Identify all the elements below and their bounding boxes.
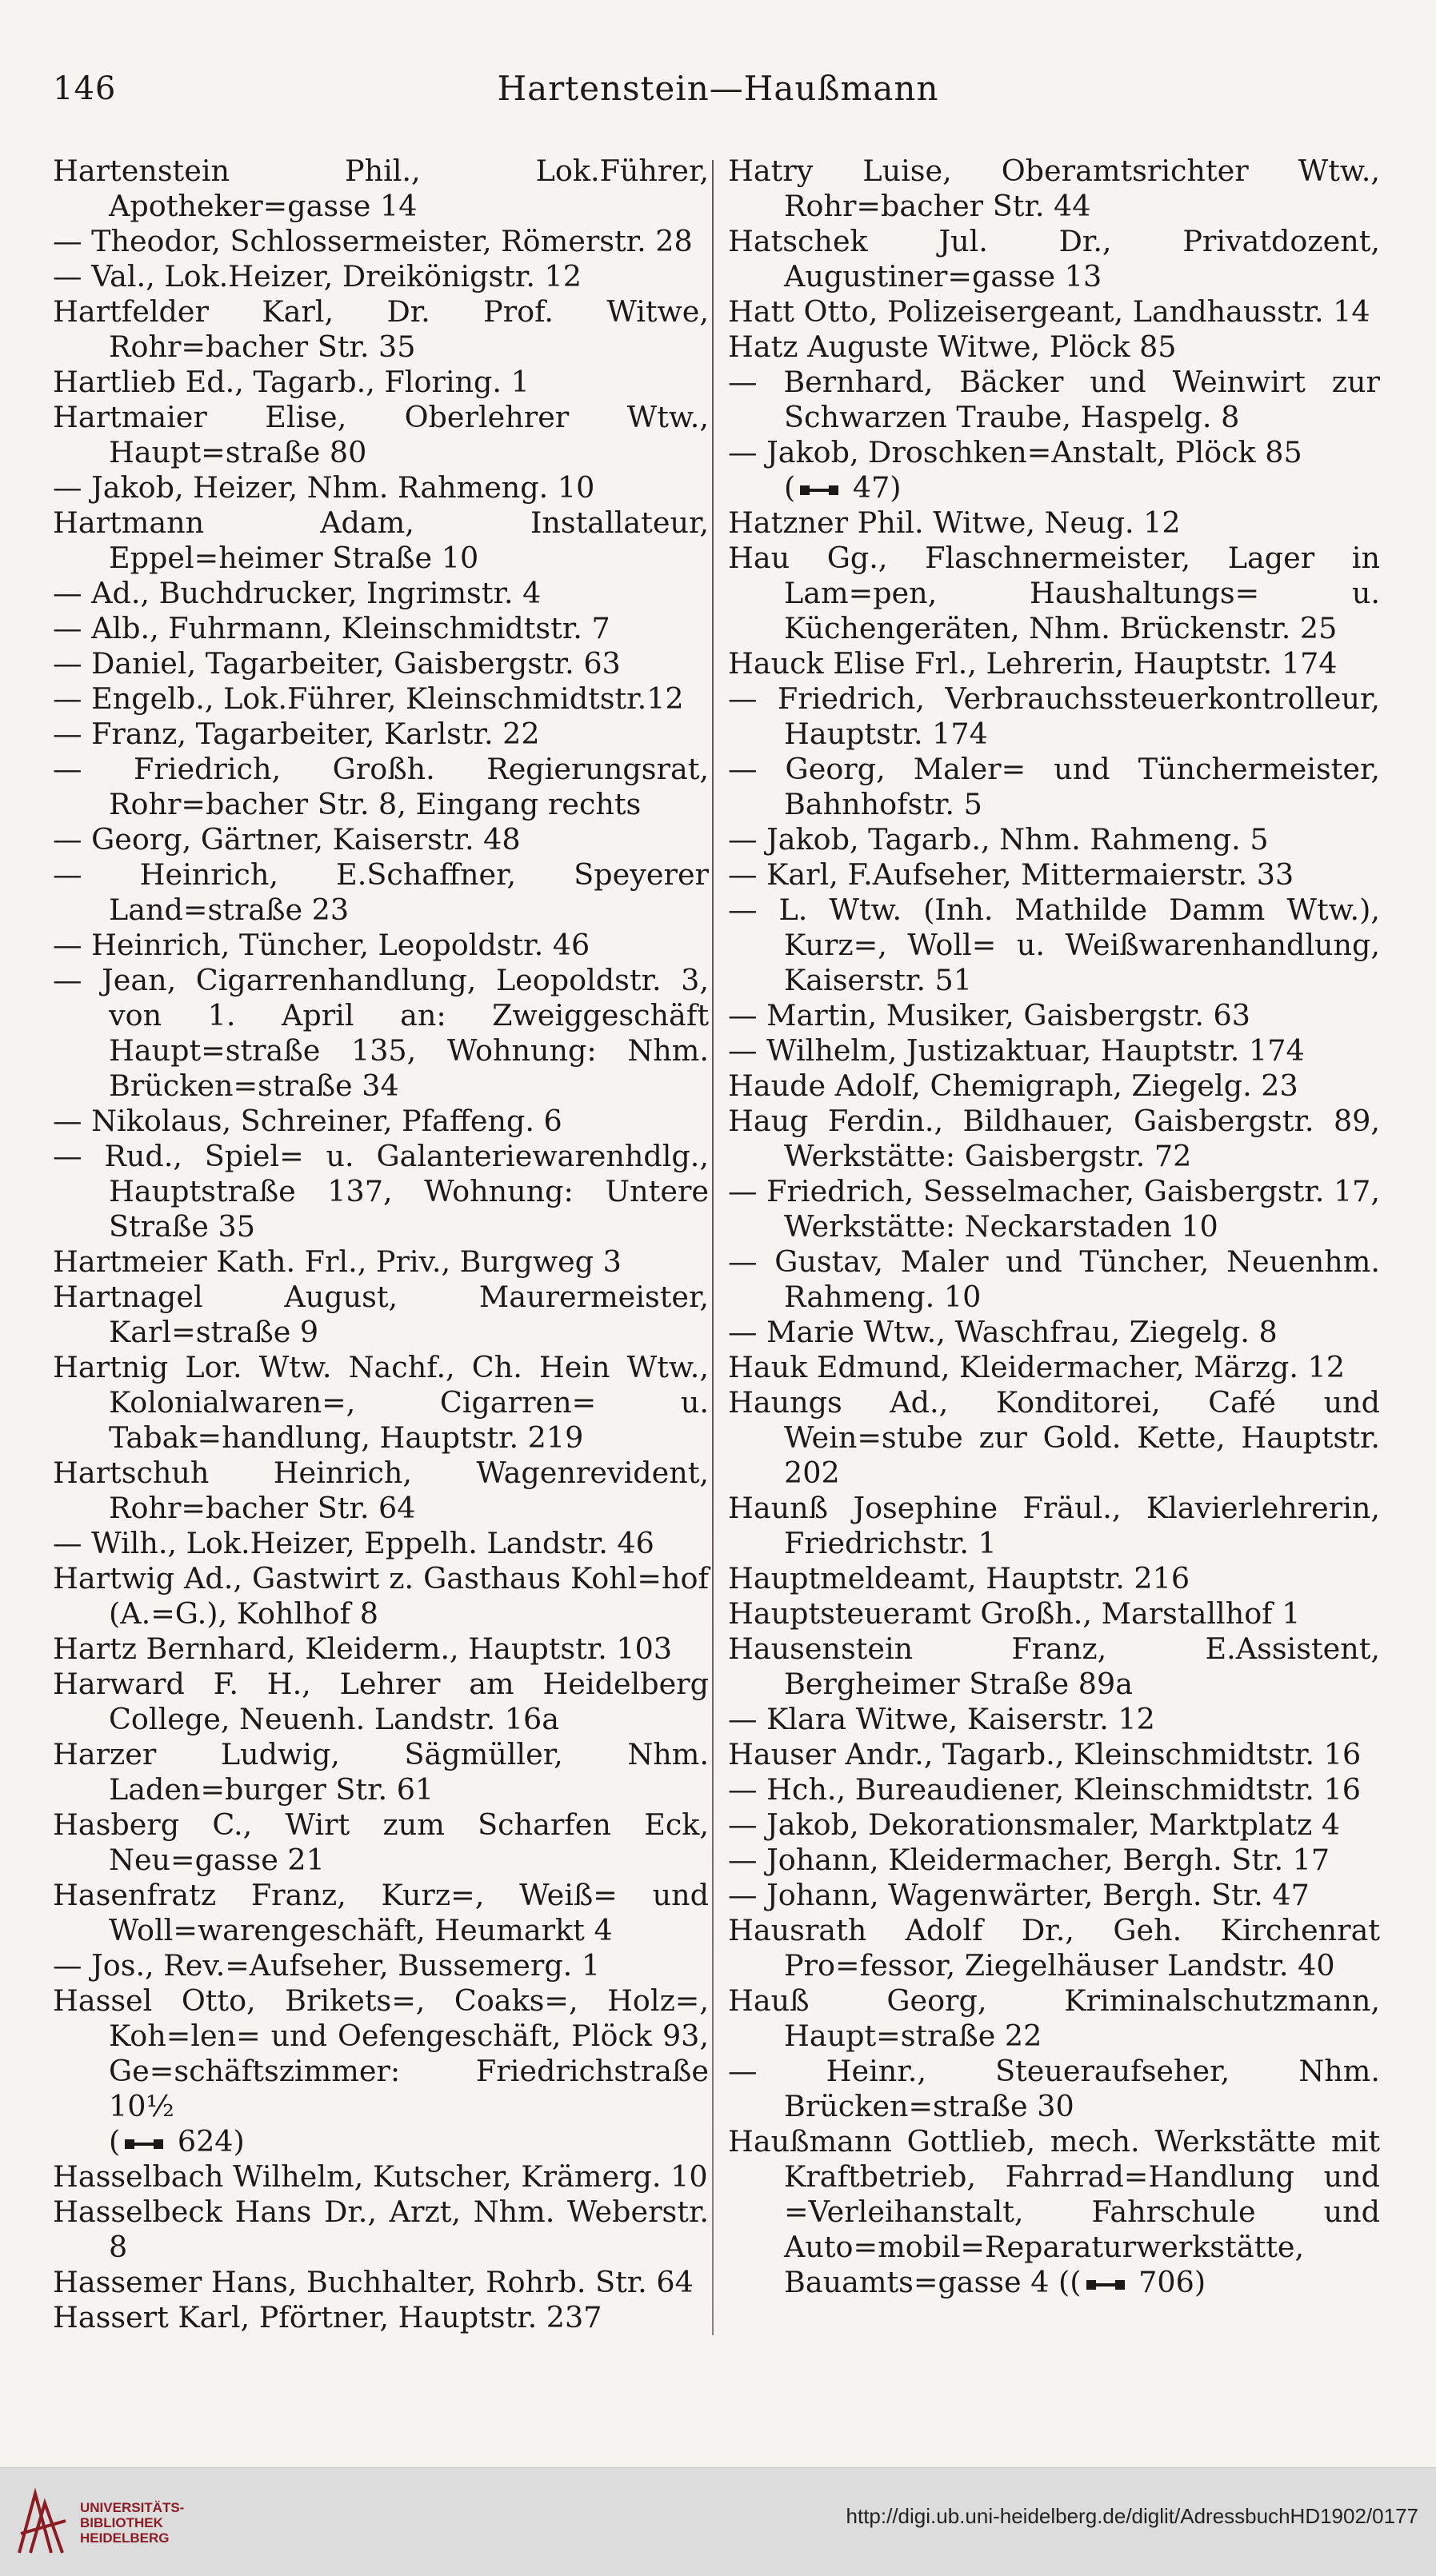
directory-entry: Hartenstein Phil., Lok.Führer, Apotheker=gasse 14 xyxy=(53,154,709,223)
library-logo-icon xyxy=(14,2486,72,2558)
directory-entry: Hartwig Ad., Gastwirt z. Gasthaus Kohl=hof (A.=G.), Kohlhof 8 xyxy=(53,1561,709,1631)
directory-entry: — Johann, Kleidermacher, Bergh. Str. 17 xyxy=(728,1843,1330,1877)
directory-entry: — Jean, Cigarrenhandlung, Leopoldstr. 3, von 1. April an: Zweiggeschäft Haupt=straße 135, Wohnung: Nhm. Brücken=straße 34 xyxy=(53,963,709,1103)
directory-entry: — Hch., Bureaudiener, Kleinschmidtstr. 16 xyxy=(728,1772,1361,1807)
directory-entry: Hau Gg., Flaschnermeister, Lager in Lam=pen, Haushaltungs= u. Küchengeräten, Nhm. Brückenstr. 25 xyxy=(728,541,1380,645)
directory-entry: Haungs Ad., Konditorei, Café und Wein=stube zur Gold. Kette, Hauptstr. 202 xyxy=(728,1385,1380,1490)
right-column xyxy=(728,154,1380,2300)
directory-entry: Hauk Edmund, Kleidermacher, Märzg. 12 xyxy=(728,1350,1346,1384)
directory-entry: — Theodor, Schlossermeister, Römerstr. 28 xyxy=(53,224,693,258)
directory-entry: — Jakob, Droschken=Anstalt, Plöck 85 xyxy=(728,435,1302,469)
directory-entry: Haude Adolf, Chemigraph, Ziegelg. 23 xyxy=(728,1068,1298,1103)
directory-entry: — L. Wtw. (Inh. Mathilde Damm Wtw.), Kurz=, Woll= u. Weißwarenhandlung, Kaiserstr. 51 xyxy=(728,893,1380,997)
directory-entry: — Daniel, Tagarbeiter, Gaisbergstr. 63 xyxy=(53,646,621,681)
directory-entry: ( 624) xyxy=(109,2124,245,2159)
directory-entry: — Nikolaus, Schreiner, Pfaffeng. 6 xyxy=(53,1104,562,1138)
directory-entry: Hartnig Lor. Wtw. Nachf., Ch. Hein Wtw., Kolonialwaren=, Cigarren= u. Tabak=handlung, Hauptstr. 219 xyxy=(53,1350,709,1455)
directory-entry: — Jakob, Dekorationsmaler, Marktplatz 4 xyxy=(728,1807,1341,1842)
directory-entry: — Heinr., Steueraufseher, Nhm. Brücken=straße 30 xyxy=(728,2054,1380,2123)
directory-entry: Hausenstein Franz, E.Assistent, Bergheimer Straße 89a xyxy=(728,1631,1380,1701)
directory-entry: — Alb., Fuhrmann, Kleinschmidtstr. 7 xyxy=(53,611,610,645)
telephone-receiver-icon xyxy=(798,482,840,498)
library-name-line: BIBLIOTHEK xyxy=(80,2515,163,2530)
directory-entry: — Ad., Buchdrucker, Ingrimstr. 4 xyxy=(53,576,542,610)
directory-entry: — Jakob, Tagarb., Nhm. Rahmeng. 5 xyxy=(728,822,1269,857)
directory-entry: Hauß Georg, Kriminalschutzmann, Haupt=straße 22 xyxy=(728,1983,1380,2053)
directory-entry: Hartnagel August, Maurermeister, Karl=straße 9 xyxy=(53,1280,709,1349)
directory-entry: — Jakob, Heizer, Nhm. Rahmeng. 10 xyxy=(53,470,595,505)
directory-entry: Hauptmeldeamt, Hauptstr. 216 xyxy=(728,1561,1190,1596)
directory-entry: Hartfelder Karl, Dr. Prof. Witwe, Rohr=bacher Str. 35 xyxy=(53,294,709,364)
library-name-line: UNIVERSITÄTS- xyxy=(80,2500,185,2515)
left-column xyxy=(53,154,709,2335)
directory-entry: ( 47) xyxy=(784,470,902,505)
directory-entry: Hassemer Hans, Buchhalter, Rohrb. Str. 64 xyxy=(53,2265,694,2299)
directory-entry: Haug Ferdin., Bildhauer, Gaisbergstr. 89, Werkstätte: Gaisbergstr. 72 xyxy=(728,1104,1380,1173)
directory-entry: — Wilhelm, Justizaktuar, Hauptstr. 174 xyxy=(728,1033,1305,1068)
directory-entry: — Gustav, Maler und Tüncher, Neuenhm. Rahmeng. 10 xyxy=(728,1244,1380,1314)
directory-entry: — Val., Lok.Heizer, Dreikönigstr. 12 xyxy=(53,259,582,294)
library-name-line: HEIDELBERG xyxy=(80,2530,170,2546)
directory-entry: Hatz Auguste Witwe, Plöck 85 xyxy=(728,329,1177,364)
directory-entry: Hartz Bernhard, Kleiderm., Hauptstr. 103 xyxy=(53,1631,673,1666)
directory-entry: Hassel Otto, Brikets=, Coaks=, Holz=, Koh=len= und Oefengeschäft, Plöck 93, Ge=schäftszimmer: Friedrichstraße 10½ xyxy=(53,1983,709,2123)
directory-entry: — Friedrich, Großh. Regierungsrat, Rohr=bacher Str. 8, Eingang rechts xyxy=(53,752,709,821)
directory-entry: — Rud., Spiel= u. Galanteriewarenhdlg., Hauptstraße 137, Wohnung: Untere Straße 35 xyxy=(53,1139,709,1244)
directory-entry: Haußmann Gottlieb, mech. Werkstätte mit Kraftbetrieb, Fahrrad=Handlung und =Verleihanstalt, Fahrschule und Auto=mobil=Reparaturwerkstätte, Bauamts=gasse 4 (( 706) xyxy=(728,2124,1380,2299)
column-divider xyxy=(712,160,714,2335)
telephone-receiver-icon xyxy=(123,2136,165,2152)
directory-entry: Hartmann Adam, Installateur, Eppel=heimer Straße 10 xyxy=(53,505,709,575)
telephone-receiver-icon xyxy=(1085,2277,1126,2293)
directory-entry: Hasselbeck Hans Dr., Arzt, Nhm. Weberstr. 8 xyxy=(53,2195,709,2264)
directory-entry: Hasenfratz Franz, Kurz=, Weiß= und Woll=warengeschäft, Heumarkt 4 xyxy=(53,1878,709,1947)
footer-bar xyxy=(0,2467,1436,2576)
directory-entry: Hauser Andr., Tagarb., Kleinschmidtstr. 16 xyxy=(728,1737,1362,1771)
directory-entry: Hatry Luise, Oberamtsrichter Wtw., Rohr=bacher Str. 44 xyxy=(728,154,1380,223)
directory-entry: — Georg, Maler= und Tünchermeister, Bahnhofstr. 5 xyxy=(728,752,1380,821)
directory-entry: — Engelb., Lok.Führer, Kleinschmidtstr.12 xyxy=(53,681,684,716)
directory-entry: — Heinrich, E.Schaffner, Speyerer Land=straße 23 xyxy=(53,857,709,927)
source-url[interactable]: http://digi.ub.uni-heidelberg.de/diglit/AdressbuchHD1902/0177 xyxy=(846,2504,1418,2528)
directory-entry: — Johann, Wagenwärter, Bergh. Str. 47 xyxy=(728,1878,1310,1912)
directory-entry: Hauck Elise Frl., Lehrerin, Hauptstr. 174 xyxy=(728,646,1338,681)
directory-entry: Hatschek Jul. Dr., Privatdozent, Augustiner=gasse 13 xyxy=(728,224,1380,294)
directory-entry: — Jos., Rev.=Aufseher, Bussemerg. 1 xyxy=(53,1948,601,1983)
directory-entry: — Klara Witwe, Kaiserstr. 12 xyxy=(728,1702,1155,1736)
directory-entry: — Franz, Tagarbeiter, Karlstr. 22 xyxy=(53,717,540,751)
directory-entry: — Martin, Musiker, Gaisbergstr. 63 xyxy=(728,998,1250,1032)
directory-entry: — Bernhard, Bäcker und Weinwirt zur Schwarzen Traube, Haspelg. 8 xyxy=(728,365,1380,434)
directory-entry: Hatt Otto, Polizeisergeant, Landhausstr. 14 xyxy=(728,294,1370,329)
directory-entry: — Heinrich, Tüncher, Leopoldstr. 46 xyxy=(53,928,590,962)
library-name xyxy=(80,2500,184,2546)
directory-entry: Hartmaier Elise, Oberlehrer Wtw., Haupt=straße 80 xyxy=(53,400,709,469)
directory-entry: — Wilh., Lok.Heizer, Eppelh. Landstr. 46 xyxy=(53,1526,654,1560)
directory-entry: Hassert Karl, Pförtner, Hauptstr. 237 xyxy=(53,2300,602,2334)
directory-entry: Hasselbach Wilhelm, Kutscher, Krämerg. 10 xyxy=(53,2159,708,2194)
directory-entry: Hartlieb Ed., Tagarb., Floring. 1 xyxy=(53,365,530,399)
directory-entry: Hartschuh Heinrich, Wagenrevident, Rohr=bacher Str. 64 xyxy=(53,1456,709,1525)
directory-entry: — Karl, F.Aufseher, Mittermaierstr. 33 xyxy=(728,857,1294,892)
directory-entry: Hasberg C., Wirt zum Scharfen Eck, Neu=gasse 21 xyxy=(53,1807,709,1877)
directory-entry: Harward F. H., Lehrer am Heidelberg College, Neuenh. Landstr. 16a xyxy=(53,1667,709,1736)
directory-entry: Harzer Ludwig, Sägmüller, Nhm. Laden=burger Str. 61 xyxy=(53,1737,709,1807)
directory-entry: — Friedrich, Sesselmacher, Gaisbergstr. 17, Werkstätte: Neckarstaden 10 xyxy=(728,1174,1380,1244)
directory-entry: Hauptsteueramt Großh., Marstallhof 1 xyxy=(728,1596,1301,1631)
directory-entry: — Marie Wtw., Waschfrau, Ziegelg. 8 xyxy=(728,1315,1278,1349)
running-title: Hartenstein—Haußmann xyxy=(497,69,939,108)
page-number: 146 xyxy=(53,70,117,107)
directory-entry: Hatzner Phil. Witwe, Neug. 12 xyxy=(728,505,1181,540)
directory-entry: — Georg, Gärtner, Kaiserstr. 48 xyxy=(53,822,521,857)
directory-entry: Haunß Josephine Fräul., Klavierlehrerin, Friedrichstr. 1 xyxy=(728,1491,1380,1560)
directory-entry: Hausrath Adolf Dr., Geh. Kirchenrat Pro=fessor, Ziegelhäuser Landstr. 40 xyxy=(728,1913,1380,1983)
directory-entry: — Friedrich, Verbrauchssteuerkontrolleur, Hauptstr. 174 xyxy=(728,681,1380,751)
directory-entry: Hartmeier Kath. Frl., Priv., Burgweg 3 xyxy=(53,1244,622,1279)
